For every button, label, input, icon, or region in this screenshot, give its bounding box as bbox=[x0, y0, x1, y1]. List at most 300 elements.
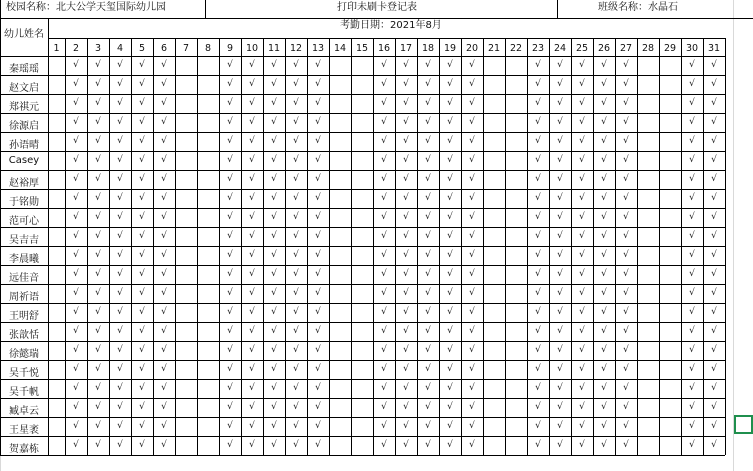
check-mark: √ bbox=[381, 231, 387, 241]
check-mark: √ bbox=[117, 383, 123, 393]
check-mark: √ bbox=[271, 136, 277, 146]
check-mark: √ bbox=[469, 440, 475, 450]
row-line bbox=[0, 265, 725, 266]
check-mark: √ bbox=[271, 402, 277, 412]
check-mark: √ bbox=[271, 98, 277, 108]
check-mark: √ bbox=[271, 364, 277, 374]
check-mark: √ bbox=[579, 250, 585, 260]
check-mark: √ bbox=[535, 231, 541, 241]
check-mark: √ bbox=[711, 174, 717, 184]
check-mark: √ bbox=[293, 79, 299, 89]
check-mark: √ bbox=[557, 60, 563, 70]
check-mark: √ bbox=[95, 440, 101, 450]
check-mark: √ bbox=[403, 117, 409, 127]
check-mark: √ bbox=[249, 269, 255, 279]
check-mark: √ bbox=[623, 117, 629, 127]
day-number: 23 bbox=[531, 43, 545, 54]
check-mark: √ bbox=[689, 98, 695, 108]
check-mark: √ bbox=[249, 326, 255, 336]
check-mark: √ bbox=[447, 79, 453, 89]
row-line bbox=[0, 75, 725, 76]
check-mark: √ bbox=[227, 60, 233, 70]
check-mark: √ bbox=[73, 79, 79, 89]
check-mark: √ bbox=[557, 79, 563, 89]
check-mark: √ bbox=[381, 98, 387, 108]
check-mark: √ bbox=[161, 60, 167, 70]
check-mark: √ bbox=[469, 212, 475, 222]
check-mark: √ bbox=[557, 155, 563, 165]
check-mark: √ bbox=[689, 231, 695, 241]
check-mark: √ bbox=[315, 307, 321, 317]
day-number: 20 bbox=[465, 43, 479, 54]
check-mark: √ bbox=[315, 136, 321, 146]
day-number: 15 bbox=[355, 43, 369, 54]
row-line bbox=[0, 132, 725, 133]
day-number: 8 bbox=[204, 43, 212, 54]
check-mark: √ bbox=[271, 60, 277, 70]
check-mark: √ bbox=[227, 307, 233, 317]
check-mark: √ bbox=[689, 60, 695, 70]
check-mark: √ bbox=[271, 345, 277, 355]
check-mark: √ bbox=[95, 117, 101, 127]
check-mark: √ bbox=[271, 231, 277, 241]
check-mark: √ bbox=[139, 79, 145, 89]
check-mark: √ bbox=[557, 117, 563, 127]
check-mark: √ bbox=[711, 421, 717, 431]
active-cell-cursor[interactable] bbox=[734, 415, 753, 434]
check-mark: √ bbox=[95, 231, 101, 241]
check-mark: √ bbox=[315, 250, 321, 260]
child-name: 吴吉吉 bbox=[9, 235, 39, 246]
check-mark: √ bbox=[711, 79, 717, 89]
check-mark: √ bbox=[579, 421, 585, 431]
check-mark: √ bbox=[315, 174, 321, 184]
day-number: 1 bbox=[53, 43, 60, 54]
check-mark: √ bbox=[139, 269, 145, 279]
check-mark: √ bbox=[227, 98, 233, 108]
row-line bbox=[0, 436, 725, 437]
child-name: 吴千悦 bbox=[9, 368, 39, 379]
check-mark: √ bbox=[381, 383, 387, 393]
child-name: 范可心 bbox=[9, 216, 39, 227]
check-mark: √ bbox=[425, 117, 431, 127]
check-mark: √ bbox=[623, 440, 629, 450]
check-mark: √ bbox=[249, 174, 255, 184]
check-mark: √ bbox=[73, 98, 79, 108]
check-mark: √ bbox=[381, 364, 387, 374]
check-mark: √ bbox=[623, 269, 629, 279]
check-mark: √ bbox=[579, 269, 585, 279]
check-mark: √ bbox=[623, 402, 629, 412]
check-mark: √ bbox=[601, 288, 607, 298]
day-row-top bbox=[48, 38, 725, 39]
day-number: 21 bbox=[487, 43, 501, 54]
check-mark: √ bbox=[161, 117, 167, 127]
row-line bbox=[0, 398, 725, 399]
check-mark: √ bbox=[535, 421, 541, 431]
check-mark: √ bbox=[711, 288, 717, 298]
check-mark: √ bbox=[557, 326, 563, 336]
check-mark: √ bbox=[535, 345, 541, 355]
check-mark: √ bbox=[447, 231, 453, 241]
check-mark: √ bbox=[227, 79, 233, 89]
child-name: Casey bbox=[8, 155, 40, 166]
check-mark: √ bbox=[95, 60, 101, 70]
check-mark: √ bbox=[293, 60, 299, 70]
check-mark: √ bbox=[579, 326, 585, 336]
check-mark: √ bbox=[95, 383, 101, 393]
check-mark: √ bbox=[601, 440, 607, 450]
check-mark: √ bbox=[293, 231, 299, 241]
check-mark: √ bbox=[227, 193, 233, 203]
check-mark: √ bbox=[535, 79, 541, 89]
check-mark: √ bbox=[227, 250, 233, 260]
check-mark: √ bbox=[381, 136, 387, 146]
check-mark: √ bbox=[117, 155, 123, 165]
check-mark: √ bbox=[293, 345, 299, 355]
check-mark: √ bbox=[447, 345, 453, 355]
check-mark: √ bbox=[117, 326, 123, 336]
check-mark: √ bbox=[227, 117, 233, 127]
row-line bbox=[0, 417, 725, 418]
check-mark: √ bbox=[535, 440, 541, 450]
check-mark: √ bbox=[161, 79, 167, 89]
check-mark: √ bbox=[381, 174, 387, 184]
check-mark: √ bbox=[469, 174, 475, 184]
day-number: 24 bbox=[553, 43, 567, 54]
check-mark: √ bbox=[381, 155, 387, 165]
check-mark: √ bbox=[271, 155, 277, 165]
check-mark: √ bbox=[689, 345, 695, 355]
check-mark: √ bbox=[447, 307, 453, 317]
check-mark: √ bbox=[227, 288, 233, 298]
check-mark: √ bbox=[447, 364, 453, 374]
check-mark: √ bbox=[425, 250, 431, 260]
check-mark: √ bbox=[403, 60, 409, 70]
check-mark: √ bbox=[139, 155, 145, 165]
check-mark: √ bbox=[161, 250, 167, 260]
check-mark: √ bbox=[227, 421, 233, 431]
check-mark: √ bbox=[623, 326, 629, 336]
check-mark: √ bbox=[579, 288, 585, 298]
day-number: 3 bbox=[94, 43, 102, 54]
attendance-date: 考勤日期：2021年8月 bbox=[340, 20, 442, 31]
check-mark: √ bbox=[271, 383, 277, 393]
day-number: 19 bbox=[443, 43, 457, 54]
check-mark: √ bbox=[601, 60, 607, 70]
check-mark: √ bbox=[579, 212, 585, 222]
check-mark: √ bbox=[139, 212, 145, 222]
check-mark: √ bbox=[139, 288, 145, 298]
check-mark: √ bbox=[711, 307, 717, 317]
check-mark: √ bbox=[447, 421, 453, 431]
check-mark: √ bbox=[425, 307, 431, 317]
check-mark: √ bbox=[161, 345, 167, 355]
check-mark: √ bbox=[425, 79, 431, 89]
check-mark: √ bbox=[117, 250, 123, 260]
check-mark: √ bbox=[469, 402, 475, 412]
check-mark: √ bbox=[381, 117, 387, 127]
day-number: 13 bbox=[311, 43, 325, 54]
check-mark: √ bbox=[425, 174, 431, 184]
check-mark: √ bbox=[161, 136, 167, 146]
check-mark: √ bbox=[535, 383, 541, 393]
check-mark: √ bbox=[557, 212, 563, 222]
row-line bbox=[0, 151, 725, 152]
check-mark: √ bbox=[623, 174, 629, 184]
class-name: 班级名称：水晶石 bbox=[598, 2, 678, 13]
check-mark: √ bbox=[711, 155, 717, 165]
check-mark: √ bbox=[469, 136, 475, 146]
check-mark: √ bbox=[557, 440, 563, 450]
check-mark: √ bbox=[161, 269, 167, 279]
check-mark: √ bbox=[161, 383, 167, 393]
check-mark: √ bbox=[249, 383, 255, 393]
check-mark: √ bbox=[161, 155, 167, 165]
check-mark: √ bbox=[535, 326, 541, 336]
check-mark: √ bbox=[381, 79, 387, 89]
check-mark: √ bbox=[535, 193, 541, 203]
check-mark: √ bbox=[293, 98, 299, 108]
header-border bbox=[0, 18, 753, 19]
day-number: 12 bbox=[289, 43, 303, 54]
check-mark: √ bbox=[469, 421, 475, 431]
check-mark: √ bbox=[425, 98, 431, 108]
check-mark: √ bbox=[315, 345, 321, 355]
check-mark: √ bbox=[161, 98, 167, 108]
check-mark: √ bbox=[139, 250, 145, 260]
day-number: 27 bbox=[619, 43, 633, 54]
check-mark: √ bbox=[293, 117, 299, 127]
check-mark: √ bbox=[139, 402, 145, 412]
day-number: 7 bbox=[182, 43, 190, 54]
check-mark: √ bbox=[293, 402, 299, 412]
check-mark: √ bbox=[315, 326, 321, 336]
check-mark: √ bbox=[579, 193, 585, 203]
check-mark: √ bbox=[117, 60, 123, 70]
check-mark: √ bbox=[73, 307, 79, 317]
child-name: 吴千帆 bbox=[9, 387, 39, 398]
check-mark: √ bbox=[601, 231, 607, 241]
check-mark: √ bbox=[447, 98, 453, 108]
check-mark: √ bbox=[117, 307, 123, 317]
check-mark: √ bbox=[447, 288, 453, 298]
check-mark: √ bbox=[315, 117, 321, 127]
check-mark: √ bbox=[293, 269, 299, 279]
check-mark: √ bbox=[601, 174, 607, 184]
check-mark: √ bbox=[403, 155, 409, 165]
check-mark: √ bbox=[315, 402, 321, 412]
check-mark: √ bbox=[271, 174, 277, 184]
child-name: 远佳音 bbox=[9, 273, 39, 284]
check-mark: √ bbox=[601, 155, 607, 165]
check-mark: √ bbox=[579, 98, 585, 108]
check-mark: √ bbox=[557, 98, 563, 108]
check-mark: √ bbox=[95, 269, 101, 279]
check-mark: √ bbox=[117, 345, 123, 355]
check-mark: √ bbox=[381, 326, 387, 336]
check-mark: √ bbox=[95, 345, 101, 355]
sheet-gridline bbox=[0, 455, 1, 471]
check-mark: √ bbox=[711, 212, 717, 222]
check-mark: √ bbox=[711, 269, 717, 279]
check-mark: √ bbox=[403, 269, 409, 279]
check-mark: √ bbox=[535, 364, 541, 374]
check-mark: √ bbox=[425, 136, 431, 146]
check-mark: √ bbox=[139, 231, 145, 241]
check-mark: √ bbox=[711, 98, 717, 108]
check-mark: √ bbox=[73, 250, 79, 260]
check-mark: √ bbox=[557, 250, 563, 260]
check-mark: √ bbox=[403, 383, 409, 393]
check-mark: √ bbox=[689, 288, 695, 298]
check-mark: √ bbox=[689, 307, 695, 317]
check-mark: √ bbox=[117, 212, 123, 222]
check-mark: √ bbox=[425, 326, 431, 336]
check-mark: √ bbox=[73, 364, 79, 374]
check-mark: √ bbox=[447, 383, 453, 393]
check-mark: √ bbox=[535, 174, 541, 184]
check-mark: √ bbox=[469, 231, 475, 241]
check-mark: √ bbox=[139, 383, 145, 393]
check-mark: √ bbox=[623, 98, 629, 108]
check-mark: √ bbox=[139, 421, 145, 431]
row-line bbox=[0, 379, 725, 380]
check-mark: √ bbox=[711, 193, 717, 203]
check-mark: √ bbox=[315, 288, 321, 298]
check-mark: √ bbox=[623, 364, 629, 374]
check-mark: √ bbox=[579, 174, 585, 184]
check-mark: √ bbox=[293, 136, 299, 146]
row-line bbox=[0, 170, 725, 171]
check-mark: √ bbox=[249, 79, 255, 89]
day-number: 6 bbox=[160, 43, 168, 54]
row-line bbox=[0, 284, 725, 285]
check-mark: √ bbox=[227, 212, 233, 222]
row-line bbox=[0, 303, 725, 304]
check-mark: √ bbox=[535, 212, 541, 222]
check-mark: √ bbox=[623, 212, 629, 222]
check-mark: √ bbox=[315, 440, 321, 450]
check-mark: √ bbox=[117, 117, 123, 127]
check-mark: √ bbox=[315, 212, 321, 222]
check-mark: √ bbox=[403, 79, 409, 89]
check-mark: √ bbox=[469, 288, 475, 298]
check-mark: √ bbox=[557, 288, 563, 298]
check-mark: √ bbox=[425, 60, 431, 70]
check-mark: √ bbox=[601, 345, 607, 355]
check-mark: √ bbox=[139, 307, 145, 317]
check-mark: √ bbox=[117, 193, 123, 203]
check-mark: √ bbox=[271, 269, 277, 279]
check-mark: √ bbox=[689, 79, 695, 89]
check-mark: √ bbox=[711, 136, 717, 146]
check-mark: √ bbox=[161, 364, 167, 374]
check-mark: √ bbox=[557, 136, 563, 146]
check-mark: √ bbox=[557, 231, 563, 241]
check-mark: √ bbox=[403, 345, 409, 355]
check-mark: √ bbox=[161, 326, 167, 336]
check-mark: √ bbox=[425, 269, 431, 279]
check-mark: √ bbox=[139, 326, 145, 336]
check-mark: √ bbox=[579, 117, 585, 127]
check-mark: √ bbox=[293, 288, 299, 298]
check-mark: √ bbox=[95, 136, 101, 146]
check-mark: √ bbox=[535, 269, 541, 279]
row-line bbox=[0, 322, 725, 323]
check-mark: √ bbox=[535, 98, 541, 108]
check-mark: √ bbox=[139, 136, 145, 146]
check-mark: √ bbox=[315, 383, 321, 393]
check-mark: √ bbox=[249, 288, 255, 298]
check-mark: √ bbox=[161, 174, 167, 184]
check-mark: √ bbox=[161, 307, 167, 317]
check-mark: √ bbox=[689, 383, 695, 393]
check-mark: √ bbox=[425, 345, 431, 355]
check-mark: √ bbox=[117, 231, 123, 241]
check-mark: √ bbox=[469, 364, 475, 374]
check-mark: √ bbox=[425, 383, 431, 393]
check-mark: √ bbox=[227, 174, 233, 184]
check-mark: √ bbox=[381, 421, 387, 431]
check-mark: √ bbox=[689, 250, 695, 260]
day-number: 17 bbox=[399, 43, 413, 54]
check-mark: √ bbox=[557, 345, 563, 355]
check-mark: √ bbox=[381, 402, 387, 412]
check-mark: √ bbox=[711, 345, 717, 355]
check-mark: √ bbox=[601, 421, 607, 431]
check-mark: √ bbox=[117, 269, 123, 279]
check-mark: √ bbox=[95, 307, 101, 317]
check-mark: √ bbox=[139, 345, 145, 355]
check-mark: √ bbox=[623, 288, 629, 298]
check-mark: √ bbox=[381, 345, 387, 355]
child-name: 于铭勋 bbox=[9, 197, 39, 208]
check-mark: √ bbox=[711, 117, 717, 127]
day-number: 14 bbox=[333, 43, 347, 54]
child-name: 郑祺元 bbox=[9, 102, 39, 113]
check-mark: √ bbox=[601, 212, 607, 222]
row-line bbox=[0, 56, 725, 57]
child-name: 张歆恬 bbox=[9, 330, 39, 341]
check-mark: √ bbox=[557, 383, 563, 393]
check-mark: √ bbox=[73, 193, 79, 203]
check-mark: √ bbox=[249, 364, 255, 374]
check-mark: √ bbox=[623, 421, 629, 431]
check-mark: √ bbox=[95, 421, 101, 431]
check-mark: √ bbox=[469, 155, 475, 165]
check-mark: √ bbox=[249, 402, 255, 412]
check-mark: √ bbox=[117, 98, 123, 108]
check-mark: √ bbox=[689, 402, 695, 412]
check-mark: √ bbox=[293, 307, 299, 317]
check-mark: √ bbox=[271, 421, 277, 431]
check-mark: √ bbox=[711, 231, 717, 241]
check-mark: √ bbox=[623, 155, 629, 165]
check-mark: √ bbox=[601, 383, 607, 393]
check-mark: √ bbox=[579, 136, 585, 146]
check-mark: √ bbox=[469, 269, 475, 279]
check-mark: √ bbox=[139, 364, 145, 374]
check-mark: √ bbox=[161, 231, 167, 241]
child-name: 臧卓云 bbox=[9, 406, 39, 417]
day-number: 26 bbox=[597, 43, 611, 54]
check-mark: √ bbox=[117, 364, 123, 374]
check-mark: √ bbox=[161, 288, 167, 298]
check-mark: √ bbox=[117, 79, 123, 89]
check-mark: √ bbox=[557, 364, 563, 374]
child-name: 徐懿瑞 bbox=[9, 349, 39, 360]
